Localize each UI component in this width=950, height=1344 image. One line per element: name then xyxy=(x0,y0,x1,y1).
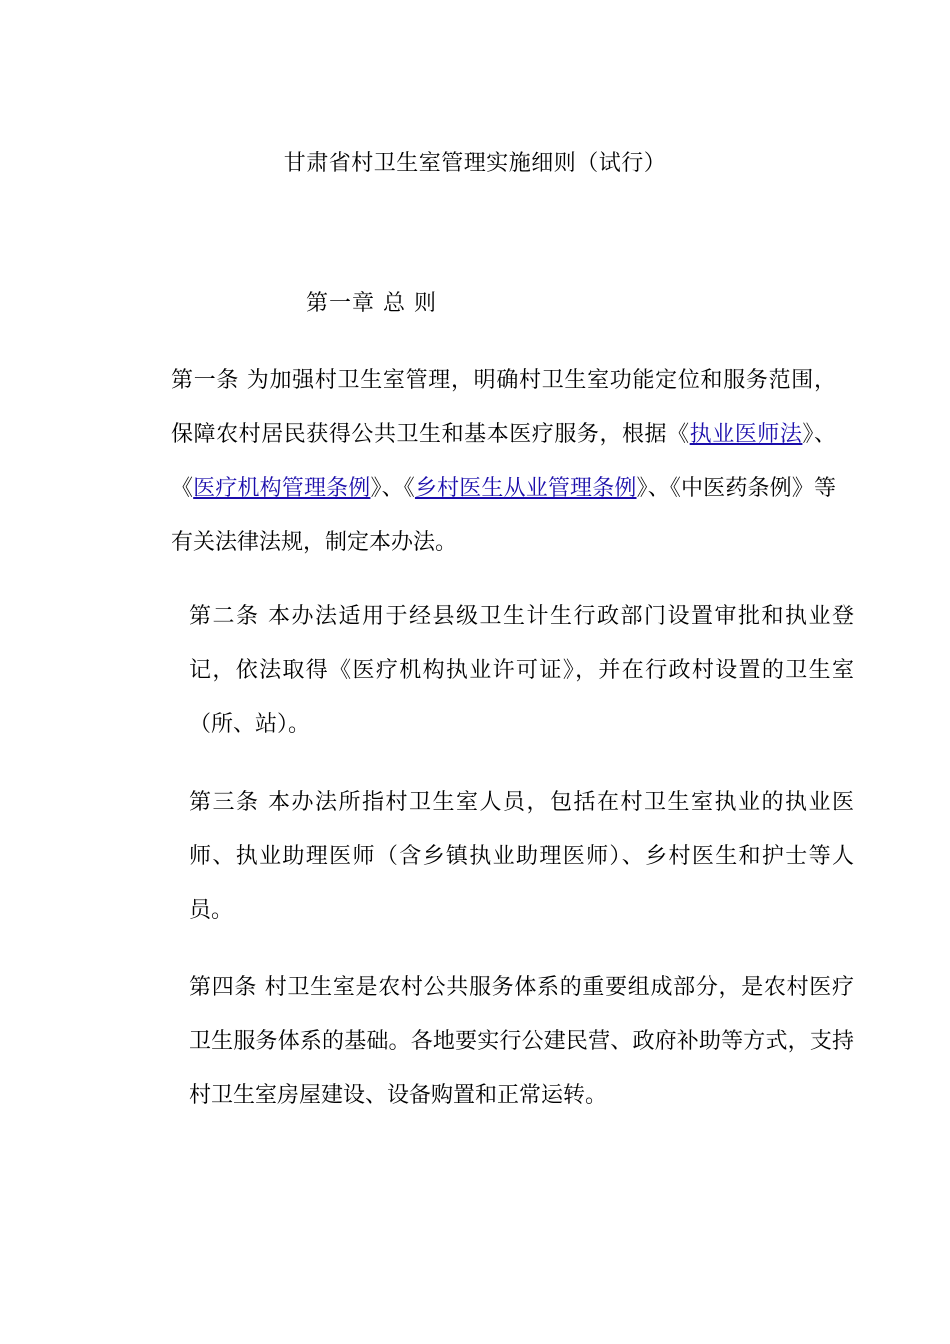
link-rural-doctor-regulations[interactable]: 乡村医生从业管理条例 xyxy=(414,476,637,501)
link-practicing-physician-law[interactable]: 执业医师法 xyxy=(689,422,803,447)
article-1-text-a: 第一条 为加强村卫生室管理，明确村卫生室功能定位和服务范围，保障农村居民获得公共卫生和基本医疗服务，根据《 xyxy=(171,368,836,447)
link-medical-institution-regulations[interactable]: 医疗机构管理条例 xyxy=(193,476,371,501)
article-2: 第二条 本办法适用于经县级卫生计生行政部门设置审批和执业登记，依法取得《医疗机构执业许可证》，并在行政村设置的卫生室（所、站）。 xyxy=(189,604,854,737)
article-1-text-c: 》、《 xyxy=(370,476,415,501)
document-title: 甘肃省村卫生室管理实施细则（试行） xyxy=(283,151,667,176)
article-1-text-d: 》、《中医药条例》等有关法律法规，制定本办法。 xyxy=(171,476,836,555)
article-1-text-b: 》、《 xyxy=(171,422,836,501)
chapter-heading: 第一章 总 则 xyxy=(306,291,437,316)
article-1 xyxy=(143,354,836,570)
article-4: 第四条 村卫生室是农村公共服务体系的重要组成部分，是农村医疗卫生服务体系的基础。各地要实行公建民营、政府补助等方式，支持村卫生室房屋建设、设备购置和正常运转。 xyxy=(189,975,854,1108)
article-3: 第三条 本办法所指村卫生室人员，包括在村卫生室执业的执业医师、执业助理医师（含乡镇执业助理医师）、乡村医生和护士等人员。 xyxy=(189,790,854,923)
